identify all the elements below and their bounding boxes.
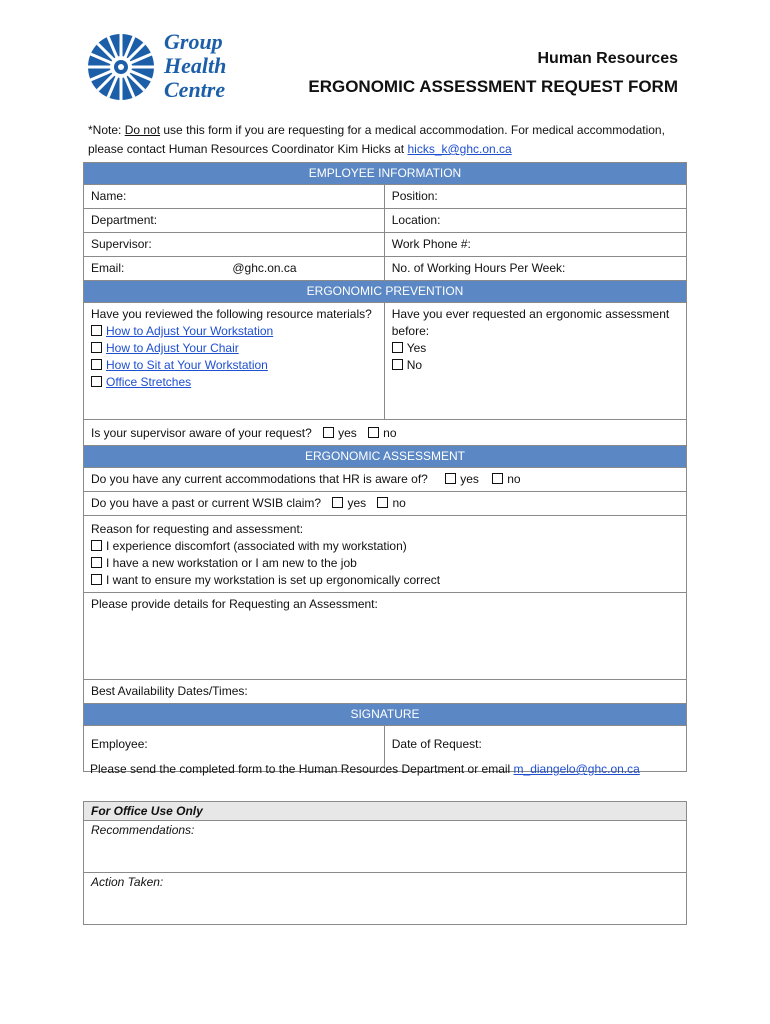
email-domain: @ghc.on.ca	[232, 261, 297, 275]
assessment-heading: ERGONOMIC ASSESSMENT	[84, 446, 687, 468]
checkbox-icon[interactable]	[91, 540, 102, 551]
checkbox-icon[interactable]	[91, 359, 102, 370]
checkbox-icon[interactable]	[332, 497, 343, 508]
checkbox-icon[interactable]	[392, 359, 403, 370]
stretches-link[interactable]: Office Stretches	[106, 375, 192, 389]
checkbox-icon[interactable]	[91, 325, 102, 336]
date-of-request-field[interactable]: Date of Request:	[384, 726, 686, 772]
position-field[interactable]: Position:	[384, 185, 686, 209]
logo-line-3: Centre	[164, 77, 226, 102]
checkbox-icon[interactable]	[91, 574, 102, 585]
option-label: yes	[460, 472, 479, 486]
accommodations-yes-option[interactable]	[445, 472, 479, 486]
prevention-heading: ERGONOMIC PREVENTION	[84, 281, 687, 303]
logo-emblem-icon	[86, 32, 156, 102]
office-use-table	[83, 801, 687, 925]
department-field[interactable]: Department:	[84, 209, 385, 233]
details-field[interactable]: Please provide details for Requesting an Assessment:	[84, 593, 687, 680]
office-use-heading: For Office Use Only	[84, 802, 687, 821]
chair-link[interactable]: How to Adjust Your Chair	[106, 341, 239, 355]
previous-no-option[interactable]	[392, 357, 679, 374]
note-text: use this form if you are requesting for a medical accommodation. For medical accommodation, please contact Human Resources Coordinator Kim Hicks at	[88, 123, 665, 156]
work-phone-field[interactable]: Work Phone #:	[384, 233, 686, 257]
working-hours-field[interactable]: No. of Working Hours Per Week:	[384, 257, 686, 281]
department-heading: Human Resources	[537, 50, 678, 67]
location-field[interactable]: Location:	[384, 209, 686, 233]
option-label: Yes	[406, 341, 427, 355]
submission-email-link[interactable]: m_diangelo@ghc.on.ca	[513, 762, 640, 776]
option-label: No	[406, 358, 423, 372]
recommendations-field[interactable]: Recommendations:	[84, 821, 687, 873]
option-label: no	[383, 426, 397, 440]
action-taken-field[interactable]: Action Taken:	[84, 873, 687, 925]
note	[88, 121, 688, 159]
signature-band	[84, 704, 687, 726]
prevention-band	[84, 281, 687, 303]
logo-line-2: Health	[164, 53, 227, 78]
checkbox-icon[interactable]	[492, 473, 503, 484]
form-title: ERGONOMIC ASSESSMENT REQUEST FORM	[308, 77, 678, 96]
logo	[86, 30, 256, 106]
option-label: I experience discomfort (associated with my workstation)	[106, 539, 407, 553]
accommodations-row	[84, 468, 687, 492]
supervisor-aware-row	[84, 420, 687, 446]
resource-item-1[interactable]	[91, 323, 377, 340]
supervisor-yes-option[interactable]	[323, 426, 357, 440]
previous-request-question: Have you ever requested an ergonomic assessment before:	[391, 307, 670, 338]
assessment-band	[84, 446, 687, 468]
employee-info-band	[84, 163, 687, 185]
checkbox-icon[interactable]	[392, 342, 403, 353]
availability-field[interactable]: Best Availability Dates/Times:	[84, 680, 687, 704]
logo-wordmark	[164, 30, 226, 102]
reason-label: Reason for requesting and assessment:	[91, 522, 304, 536]
option-label: yes	[347, 496, 367, 510]
email-field[interactable]	[84, 257, 385, 281]
supervisor-no-option[interactable]	[368, 426, 396, 440]
reason-cell	[84, 516, 687, 593]
note-emphasis: Do not	[124, 123, 161, 137]
sit-link[interactable]: How to Sit at Your Workstation	[106, 358, 268, 372]
option-label: no	[507, 472, 521, 486]
wsib-yes-option[interactable]	[332, 496, 366, 510]
wsib-question: Do you have a past or current WSIB claim?	[91, 496, 322, 510]
supervisor-aware-question: Is your supervisor aware of your request?	[91, 426, 312, 440]
checkbox-icon[interactable]	[323, 427, 334, 438]
accommodations-question: Do you have any current accommodations that HR is aware of?	[91, 472, 428, 486]
employee-info-heading: EMPLOYEE INFORMATION	[84, 163, 687, 185]
reason-option-1[interactable]	[91, 538, 679, 555]
checkbox-icon[interactable]	[91, 557, 102, 568]
submission-text: Please send the completed form to the Human Resources Department or email	[90, 762, 514, 776]
name-field[interactable]: Name:	[84, 185, 385, 209]
resource-item-4[interactable]	[91, 374, 377, 391]
employee-signature-field[interactable]: Employee:	[84, 726, 385, 772]
option-label: yes	[338, 426, 357, 440]
wsib-no-option[interactable]	[377, 496, 405, 510]
hr-email-link[interactable]: hicks_k@ghc.on.ca	[407, 142, 512, 156]
resource-materials-cell	[84, 303, 385, 420]
supervisor-field[interactable]: Supervisor:	[84, 233, 385, 257]
workstation-link[interactable]: How to Adjust Your Workstation	[106, 324, 274, 338]
checkbox-icon[interactable]	[91, 376, 102, 387]
option-label: I have a new workstation or I am new to the job	[106, 556, 357, 570]
checkbox-icon[interactable]	[445, 473, 456, 484]
resource-question: Have you reviewed the following resource materials?	[91, 307, 372, 321]
previous-yes-option[interactable]	[392, 340, 679, 357]
reason-option-3[interactable]	[91, 572, 679, 589]
checkbox-icon[interactable]	[368, 427, 379, 438]
email-label: Email:	[91, 261, 125, 275]
wsib-row	[84, 492, 687, 516]
submission-instructions	[90, 762, 640, 776]
resource-item-3[interactable]	[91, 357, 377, 374]
option-label: no	[392, 496, 406, 510]
signature-heading: SIGNATURE	[84, 704, 687, 726]
reason-option-2[interactable]	[91, 555, 679, 572]
checkbox-icon[interactable]	[377, 497, 388, 508]
logo-line-1: Group	[164, 29, 223, 54]
note-prefix: *Note:	[88, 123, 125, 137]
request-form-table	[83, 162, 687, 772]
checkbox-icon[interactable]	[91, 342, 102, 353]
previous-request-cell	[384, 303, 686, 420]
resource-item-2[interactable]	[91, 340, 377, 357]
option-label: I want to ensure my workstation is set up ergonomically correct	[106, 573, 441, 587]
accommodations-no-option[interactable]	[492, 472, 520, 486]
